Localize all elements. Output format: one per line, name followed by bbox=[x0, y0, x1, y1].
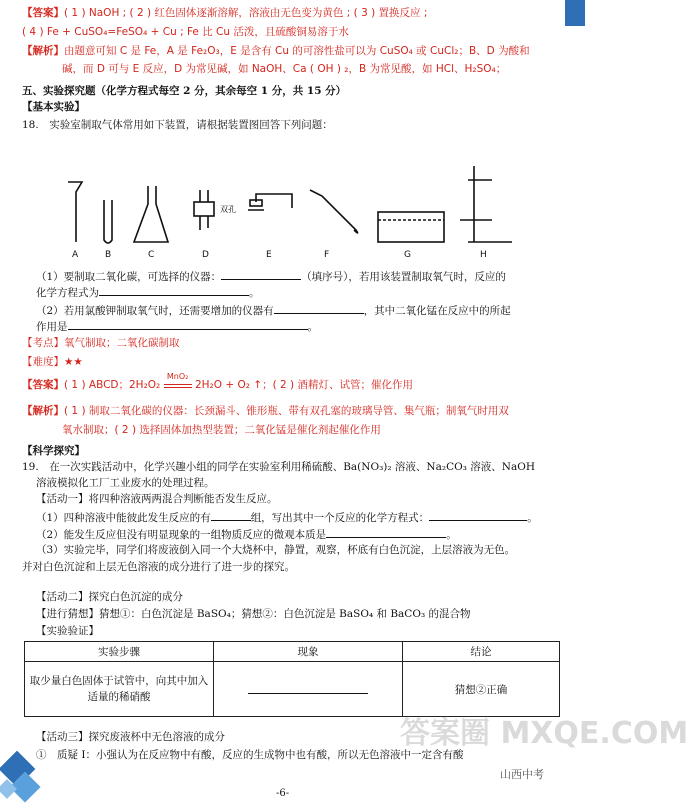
blank-instruments[interactable] bbox=[221, 268, 301, 280]
q19-a1-part3: （3）实验完毕，同学们将废液倒入同一个大烧杯中，静置，观察，杯底有白色沉淀，上层溶液为无色。 bbox=[36, 544, 516, 556]
q19-doubt: ① 质疑 I：小强认为在反应物中有酸，反应的生成物中也有酸，所以无色溶液中一定含有酸 bbox=[36, 749, 464, 761]
q19-a1-part1: （1）四种溶液中能彼此发生反应的有 组，写出其中一个反应的化学方程式： 。 bbox=[36, 509, 538, 525]
logo-text: 山西中考 bbox=[500, 768, 544, 781]
verification-table bbox=[24, 641, 560, 717]
basic-exp-heading: 【基本实验】 bbox=[22, 101, 85, 113]
q19-a1-part4: 并对白色沉淀和上层无色溶液的成分进行了进一步的探究。 bbox=[22, 561, 295, 573]
answer-line-1: 【答案】( 1 ) NaOH ; ( 2 ) 红色固体逐渐溶解，溶液由无色变为黄色 ; ( 3 ) 置换反应 ; bbox=[22, 7, 428, 19]
header-phenomenon: 现象 bbox=[214, 642, 403, 662]
q18-part1-line1: （1）要制取二氧化碳，可选择的仪器： （填序号），若用该装置制取氧气时，反应的 bbox=[36, 268, 506, 284]
blank-phenomenon[interactable] bbox=[248, 682, 368, 694]
label-d: D bbox=[202, 250, 209, 260]
q18-nandu: 【难度】★★ bbox=[22, 356, 83, 368]
analysis-line-1: 【解析】由题意可知 C 是 Fe，A 是 Fe₂O₃，E 是含有 Cu 的可溶性盐可以为 CuSO₄ 或 CuCl₂；B、D 为酸和 bbox=[22, 45, 530, 57]
reaction-condition: MnO₂ bbox=[164, 379, 192, 388]
q18-part2-line1: （2）若用氯酸钾制取氧气时，还需要增加的仪器有 ，其中二氧化锰在反应中的所起 bbox=[36, 302, 511, 318]
q18-part2-line2: 作用是 。 bbox=[36, 318, 318, 334]
table-row bbox=[25, 662, 560, 717]
label-a: A bbox=[72, 250, 79, 260]
blank-micro-essence[interactable] bbox=[326, 526, 446, 538]
watermark: 答案圈 MXQE.COM bbox=[400, 716, 688, 751]
q18-kaodian: 【考点】氧气制取；二氧化碳制取 bbox=[22, 337, 180, 349]
q18-answer: 【答案】( 1 ) ABCD；2H₂O₂ MnO₂ 2H₂O + O₂ ↑；( 2 ) 酒精灯、试管；催化作用 bbox=[22, 372, 413, 391]
corner-decoration bbox=[565, 0, 585, 26]
blank-reaction-equation[interactable] bbox=[429, 509, 527, 521]
label-f: F bbox=[324, 250, 330, 260]
science-heading: 【科学探究】 bbox=[22, 445, 85, 457]
blank-groups[interactable] bbox=[211, 509, 251, 521]
cell-phenomenon bbox=[214, 662, 403, 717]
q19-verify: 【实验验证】 bbox=[36, 625, 99, 637]
blank-function[interactable] bbox=[68, 318, 308, 330]
label-d-text: 双孔 bbox=[220, 205, 236, 214]
q19-activity-3: 【活动三】探究废液杯中无色溶液的成分 bbox=[36, 731, 225, 743]
q18-part1-line2: 化学方程式为 。 bbox=[36, 284, 260, 300]
label-c: C bbox=[148, 250, 155, 260]
answer-line-2: ( 4 ) Fe + CuSO₄=FeSO₄ + Cu ; Fe 比 Cu 活泼，且硫酸铜易溶于水 bbox=[22, 26, 349, 38]
q18-stem: 18. 实验室制取气体常用如下装置，请根据装置图回答下列问题： bbox=[22, 119, 333, 131]
corner-logo-graphic bbox=[0, 742, 52, 804]
q19-guess: 【进行猜想】猜想①：白色沉淀是 BaSO₄；猜想②：白色沉淀是 BaSO₄ 和 BaCO₃ 的混合物 bbox=[36, 608, 471, 620]
cell-step: 取少量白色固体于试管中，向其中加入适量的稀硝酸 bbox=[25, 662, 214, 717]
analysis-line-2: 碱，而 D 可与 E 反应，D 为常见碱，如 NaOH、Ca ( OH ) ₂，B 为常见酸，如 HCl、H₂SO₄； bbox=[62, 63, 507, 75]
q19-stem-2: 溶液模拟化工厂工业废水的处理过程。 bbox=[36, 477, 215, 489]
label-e: E bbox=[266, 250, 272, 260]
header-step: 实验步骤 bbox=[25, 642, 214, 662]
q18-analysis-1: 【解析】( 1 ) 制取二氧化碳的仪器：长颈漏斗、锥形瓶、带有双孔塞的玻璃导管、集气瓶；制氧气时用双 bbox=[22, 405, 509, 417]
label-b: B bbox=[105, 250, 112, 260]
section-title: 五、实验探究题（化学方程式每空 2 分，其余每空 1 分，共 15 分） bbox=[22, 85, 347, 97]
label-g: G bbox=[404, 250, 411, 260]
blank-equation[interactable] bbox=[99, 284, 249, 296]
q19-activity-2: 【活动二】探究白色沉淀的成分 bbox=[36, 591, 183, 603]
q19-activity-1: 【活动一】将四种溶液两两混合判断能否发生反应。 bbox=[36, 493, 278, 505]
cell-conclusion: 猜想②正确 bbox=[403, 662, 560, 717]
q19-a1-part2: （2）能发生反应但没有明显现象的一组物质反应的微观本质是 。 bbox=[36, 526, 457, 542]
header-conclusion: 结论 bbox=[403, 642, 560, 662]
table-header-row bbox=[25, 642, 560, 662]
q18-analysis-2: 氧水制取；( 2 ) 选择固体加热型装置；二氧化锰是催化剂起催化作用 bbox=[62, 424, 381, 436]
q19-stem-1: 19. 在一次实践活动中，化学兴趣小组的同学在实验室利用稀硫酸、Ba(NO₃)₂ 溶液、Na₂CO₃ 溶液、NaOH bbox=[22, 461, 535, 473]
blank-extra-instrument[interactable] bbox=[274, 302, 364, 314]
label-h: H bbox=[480, 250, 487, 260]
page-number: -6- bbox=[276, 788, 290, 799]
apparatus-figure bbox=[60, 160, 530, 260]
